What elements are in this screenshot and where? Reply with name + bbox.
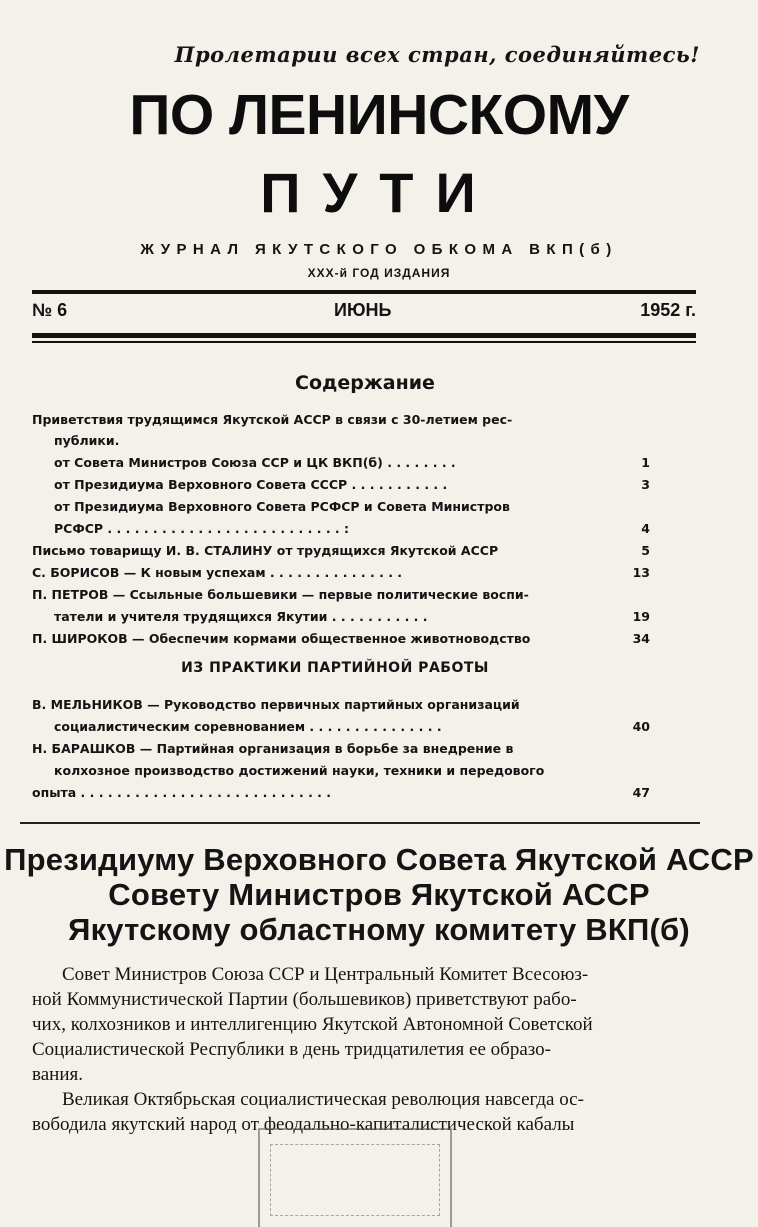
toc-entry[interactable]: В. МЕЛЬНИКОВ — Руководство первичных партийных организаций (32, 697, 520, 712)
issue-number: № 6 (32, 300, 68, 320)
toc-page-number: 5 (641, 543, 650, 558)
issue-month: ИЮНЬ (334, 300, 392, 320)
toc-entry[interactable]: П. ПЕТРОВ — Ссыльные большевики — первые политические воспи- (32, 587, 529, 602)
toc-entry[interactable]: татели и учителя трудящихся Якутии . . . . . . . . . . . (54, 609, 428, 624)
journal-title-line-2: ПУТИ (260, 161, 498, 224)
toc-page-number: 19 (632, 609, 650, 624)
body-line: вободила якутский народ от феодально-капиталистической кабалы (32, 1114, 575, 1135)
toc-page-number: 13 (632, 565, 650, 580)
toc-page-number: 34 (632, 631, 650, 646)
toc-page-number: 1 (641, 455, 650, 470)
article-title-line: Совету Министров Якутской АССР (108, 877, 650, 912)
bottom-rule (32, 333, 696, 338)
toc-entry[interactable]: Приветствия трудящимся Якутской АССР в связи с 30-летием рес- (32, 412, 513, 427)
body-line: вания. (32, 1064, 83, 1085)
toc-entry[interactable]: опыта . . . . . . . . . . . . . . . . . . . . . . . . . . . . (32, 785, 332, 800)
toc-entry[interactable]: РСФСР . . . . . . . . . . . . . . . . . . . . . . . . . . : (54, 521, 350, 536)
toc-section-heading: ИЗ ПРАКТИКИ ПАРТИЙНОЙ РАБОТЫ (181, 660, 489, 676)
toc-entry[interactable]: публики. (54, 433, 120, 448)
body-line: ной Коммунистической Партии (большевиков) приветствуют рабо- (32, 989, 577, 1010)
toc-entry[interactable]: С. БОРИСОВ — К новым успехам . . . . . . . . . . . . . . . (32, 565, 403, 580)
top-rule (32, 290, 696, 294)
year-of-issue: XXX-й ГОД ИЗДАНИЯ (307, 266, 451, 280)
motto: Пролетарии всех стран, соединяйтесь! (174, 42, 700, 67)
section-divider (20, 822, 700, 824)
toc-entry[interactable]: от Совета Министров Союза ССР и ЦК ВКП(б) . . . . . . . . (54, 455, 456, 470)
issue-year: 1952 г. (640, 300, 696, 320)
article-title-line: Якутскому областному комитету ВКП(б) (68, 912, 690, 947)
bottom-rule-thin (32, 341, 696, 343)
toc-entry[interactable]: Н. БАРАШКОВ — Партийная организация в борьбе за внедрение в (32, 741, 514, 756)
journal-subtitle: ЖУРНАЛ ЯКУТСКОГО ОБКОМА ВКП(б) (140, 241, 618, 258)
body-line: Социалистической Республики в день тридцатилетия ее образо- (32, 1039, 551, 1060)
toc-heading: Содержание (295, 372, 435, 394)
toc-entry[interactable]: от Президиума Верховного Совета РСФСР и Совета Министров (54, 499, 510, 514)
toc-entry[interactable]: социалистическим соревнованием . . . . . . . . . . . . . . . (54, 719, 442, 734)
body-line: Совет Министров Союза ССР и Центральный Комитет Всесоюз- (62, 964, 589, 985)
library-stamp (258, 1128, 452, 1227)
toc-page-number: 40 (632, 719, 650, 734)
toc-entry[interactable]: Письмо товарищу И. В. СТАЛИНУ от трудящихся Якутской АССР (32, 543, 499, 558)
issue-info-row (32, 300, 696, 326)
toc-page-number: 3 (641, 477, 650, 492)
journal-title-line-1: ПО ЛЕНИНСКОМУ (129, 83, 629, 147)
toc-entry[interactable]: колхозное производство достижений науки, техники и передового (54, 763, 545, 778)
toc-entry[interactable]: П. ШИРОКОВ — Обеспечим кормами общественное животноводство (32, 631, 531, 646)
body-line: Великая Октябрьская социалистическая революция навсегда ос- (62, 1089, 584, 1110)
toc-entry[interactable]: от Президиума Верховного Совета СССР . . . . . . . . . . . (54, 477, 448, 492)
toc-page-number: 47 (632, 785, 650, 800)
toc-page-number: 4 (641, 521, 650, 536)
article-title-line: Президиуму Верховного Совета Якутской АССР (4, 842, 754, 877)
body-line: чих, колхозников и интеллигенцию Якутской Автономной Советской (32, 1014, 593, 1035)
